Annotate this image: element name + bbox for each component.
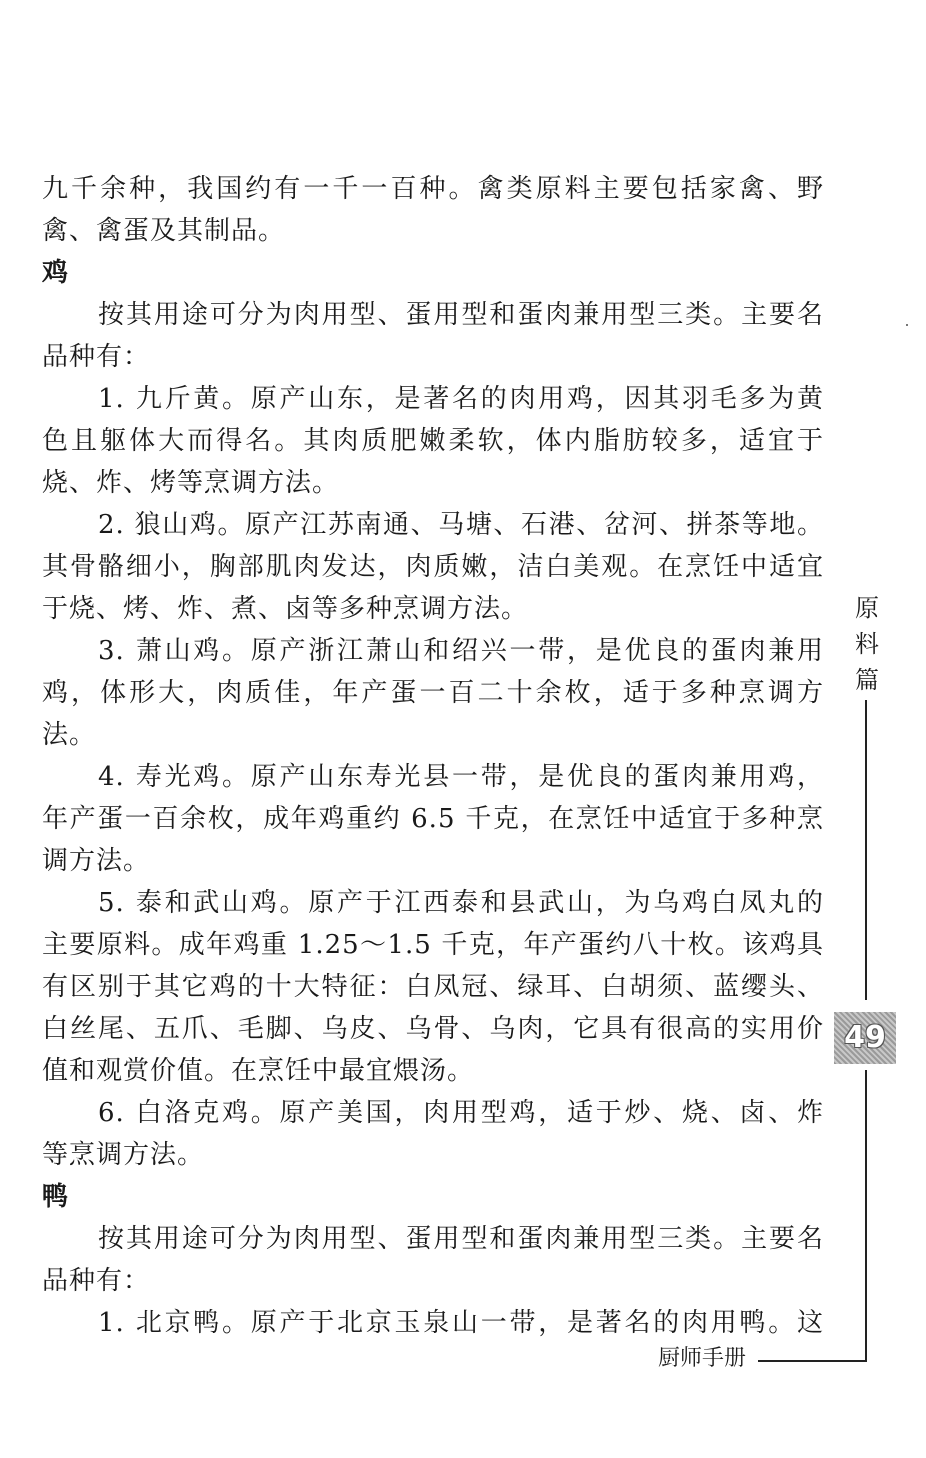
section-heading-duck: 鸭 <box>42 1182 69 1212</box>
side-label-char: 料 <box>855 630 879 658</box>
body-line: 九千余种，我国约有一千一百种。禽类原料主要包括家禽、野 <box>42 174 824 204</box>
body-line: 法。 <box>42 720 97 750</box>
body-line: 品种有： <box>42 1266 151 1296</box>
side-label-char: 篇 <box>855 666 879 694</box>
body-line: 1. 九斤黄。原产山东，是著名的肉用鸡，因其羽毛多为黄 <box>98 384 824 414</box>
body-line: 年产蛋一百余枚，成年鸡重约 6.5 千克，在烹饪中适宜于多种烹 <box>42 804 824 834</box>
section-heading-chicken: 鸡 <box>42 258 69 288</box>
body-line: 5. 泰和武山鸡。原产于江西泰和县武山，为乌鸡白凤丸的 <box>98 888 824 918</box>
body-line: 于烧、烤、炸、煮、卤等多种烹调方法。 <box>42 594 529 624</box>
section-side-label <box>852 590 882 698</box>
body-line: 主要原料。成年鸡重 1.25～1.5 千克，年产蛋约八十枚。该鸡具 <box>42 930 824 960</box>
scan-speck <box>906 324 908 326</box>
body-line: 色且躯体大而得名。其肉质肥嫩柔软，体内脂肪较多，适宜于 <box>42 426 824 456</box>
body-line: 调方法。 <box>42 846 151 876</box>
page-body <box>42 168 824 1344</box>
side-label-char: 原 <box>855 594 879 622</box>
body-line: 有区别于其它鸡的十大特征：白凤冠、绿耳、白胡须、蓝缨头、 <box>42 972 824 1002</box>
body-line: 6. 白洛克鸡。原产美国，肉用型鸡，适于炒、烧、卤、炸 <box>98 1098 824 1128</box>
body-line: 3. 萧山鸡。原产浙江萧山和绍兴一带，是优良的蛋肉兼用 <box>98 636 824 666</box>
page-number: 49 <box>834 1012 896 1064</box>
footer-rule <box>758 1360 867 1362</box>
body-line: 4. 寿光鸡。原产山东寿光县一带，是优良的蛋肉兼用鸡， <box>98 762 824 792</box>
body-line: 按其用途可分为肉用型、蛋用型和蛋肉兼用型三类。主要名 <box>98 1224 824 1254</box>
body-line: 等烹调方法。 <box>42 1140 205 1170</box>
body-line: 其骨骼细小，胸部肌肉发达，肉质嫩，洁白美观。在烹饪中适宜 <box>42 552 824 582</box>
body-line: 1. 北京鸭。原产于北京玉泉山一带，是著名的肉用鸭。这 <box>98 1308 824 1338</box>
side-rule <box>865 700 867 1000</box>
body-line: 按其用途可分为肉用型、蛋用型和蛋肉兼用型三类。主要名 <box>98 300 824 330</box>
body-line: 白丝尾、五爪、毛脚、乌皮、乌骨、乌肉，它具有很高的实用价 <box>42 1014 824 1044</box>
body-line: 值和观赏价值。在烹饪中最宜煨汤。 <box>42 1056 475 1086</box>
body-line: 禽、禽蛋及其制品。 <box>42 216 286 246</box>
footer-book-title: 厨师手册 <box>658 1346 747 1371</box>
body-line: 2. 狼山鸡。原产江苏南通、马塘、石港、岔河、拼茶等地。 <box>98 510 824 540</box>
body-line: 烧、炸、烤等烹调方法。 <box>42 468 340 498</box>
body-line: 品种有： <box>42 342 151 372</box>
body-line: 鸡，体形大，肉质佳，年产蛋一百二十余枚，适于多种烹调方 <box>42 678 824 708</box>
side-rule <box>865 1070 867 1362</box>
